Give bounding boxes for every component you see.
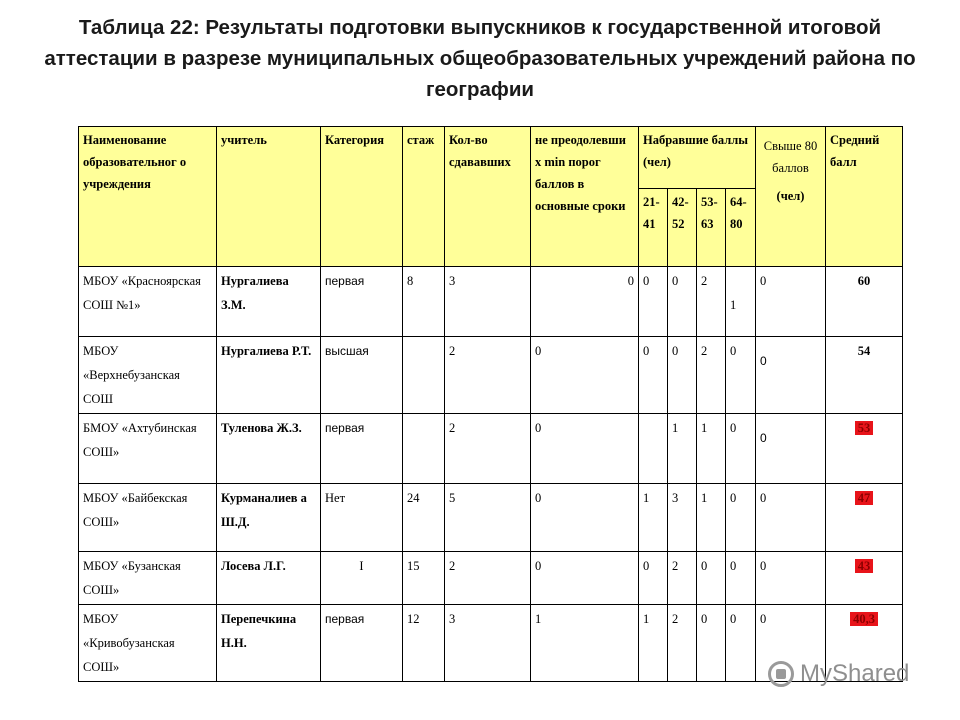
- cell-school: МБОУ «Байбекская СОШ»: [79, 484, 217, 552]
- cell-average: [826, 484, 903, 552]
- header-category: Категория: [321, 127, 403, 267]
- header-range-21-41: 21- 41: [639, 189, 668, 267]
- average-highlight: 43: [855, 559, 874, 573]
- header-range-42-52: 42- 52: [668, 189, 697, 267]
- table-row: [79, 414, 903, 484]
- header-above-80-unit: (чел): [776, 189, 805, 203]
- cell-range-3: 0: [697, 552, 726, 605]
- cell-not-passed: 0: [531, 337, 639, 414]
- header-range-53-63: 53- 63: [697, 189, 726, 267]
- header-average: Средний балл: [826, 127, 903, 267]
- cell-range-2: 0: [668, 267, 697, 337]
- cell-range-2: 3: [668, 484, 697, 552]
- cell-teacher: Курманалиев а Ш.Д.: [217, 484, 321, 552]
- cell-range-1: 0: [639, 552, 668, 605]
- results-table: [78, 126, 903, 682]
- cell-teacher: Туленова Ж.З.: [217, 414, 321, 484]
- cell-count: 2: [445, 414, 531, 484]
- cell-experience: 24: [403, 484, 445, 552]
- cell-school: МБОУ «Кривобузанская СОШ»: [79, 605, 217, 682]
- cell-above-80: [756, 414, 826, 484]
- cell-average: [826, 552, 903, 605]
- cell-not-passed: 0: [531, 552, 639, 605]
- cell-range-4: 0: [726, 552, 756, 605]
- cell-teacher: Лосева Л.Г.: [217, 552, 321, 605]
- cell-range-2: 1: [668, 414, 697, 484]
- cell-range-2: 2: [668, 552, 697, 605]
- cell-range-1: [639, 414, 668, 484]
- header-above-80: [756, 127, 826, 267]
- cell-count: 2: [445, 552, 531, 605]
- cell-count: 5: [445, 484, 531, 552]
- cell-category: первая: [321, 267, 403, 337]
- cell-average: [826, 414, 903, 484]
- cell-category: первая: [321, 605, 403, 682]
- cell-average: 60: [826, 267, 903, 337]
- average-highlight: 47: [855, 491, 874, 505]
- cell-range-4: [726, 267, 756, 337]
- header-range-64-80: 64- 80: [726, 189, 756, 267]
- cell-category: высшая: [321, 337, 403, 414]
- cell-school: БМОУ «Ахтубинская СОШ»: [79, 414, 217, 484]
- cell-above-80: 0: [756, 605, 826, 682]
- logo-icon: [768, 661, 794, 687]
- cell-teacher: Нургалиева Р.Т.: [217, 337, 321, 414]
- table-row: [79, 484, 903, 552]
- cell-not-passed: 1: [531, 605, 639, 682]
- watermark-text: MyShared: [800, 660, 910, 687]
- cell-range-3: 2: [697, 267, 726, 337]
- cell-not-passed: 0: [531, 267, 639, 337]
- cell-above-80-value: 0: [760, 354, 767, 368]
- header-above-80-label: Свыше 80 баллов: [763, 139, 818, 175]
- cell-school: МБОУ «Верхнебузанская СОШ: [79, 337, 217, 414]
- average-highlight: 53: [855, 421, 874, 435]
- cell-range-1: 1: [639, 484, 668, 552]
- table-row: [79, 552, 903, 605]
- cell-count: 3: [445, 267, 531, 337]
- cell-range-3: 0: [697, 605, 726, 682]
- cell-range-4: 0: [726, 484, 756, 552]
- cell-range-3: 1: [697, 414, 726, 484]
- cell-not-passed: 0: [531, 484, 639, 552]
- watermark-logo: [768, 656, 909, 692]
- cell-average: 54: [826, 337, 903, 414]
- cell-category: первая: [321, 414, 403, 484]
- cell-school: МБОУ «Бузанская СОШ»: [79, 552, 217, 605]
- cell-above-80-value: 0: [760, 431, 767, 445]
- cell-experience: 15: [403, 552, 445, 605]
- cell-not-passed: 0: [531, 414, 639, 484]
- page-title: Таблица 22: Результаты подготовки выпускников к государственной итоговой аттестации в разрезе муниципальных общеобразовательных учреждений района по географии: [44, 16, 916, 101]
- cell-teacher: Нургалиева З.М.: [217, 267, 321, 337]
- table-row: [79, 337, 903, 414]
- table-row: [79, 267, 903, 337]
- header-scored: Набравшие баллы (чел): [639, 127, 756, 189]
- cell-range-3: 2: [697, 337, 726, 414]
- header-teacher: учитель: [217, 127, 321, 267]
- cell-range-4: 0: [726, 414, 756, 484]
- cell-experience: [403, 337, 445, 414]
- cell-above-80: 0: [756, 484, 826, 552]
- cell-range-4-value: 1: [730, 298, 737, 312]
- cell-range-1: 0: [639, 267, 668, 337]
- cell-count: 3: [445, 605, 531, 682]
- cell-count: 2: [445, 337, 531, 414]
- header-school: Наименование образовательног о учреждения: [79, 127, 217, 267]
- cell-above-80: [756, 337, 826, 414]
- cell-teacher: Перепечкина Н.Н.: [217, 605, 321, 682]
- cell-range-3: 1: [697, 484, 726, 552]
- cell-above-80: 0: [756, 267, 826, 337]
- cell-category: Нет: [321, 484, 403, 552]
- cell-experience: 12: [403, 605, 445, 682]
- cell-range-4: 0: [726, 605, 756, 682]
- header-count: Кол-во сдававших: [445, 127, 531, 267]
- cell-range-2: 2: [668, 605, 697, 682]
- cell-experience: 8: [403, 267, 445, 337]
- cell-experience: [403, 414, 445, 484]
- cell-range-1: 0: [639, 337, 668, 414]
- cell-above-80: 0: [756, 552, 826, 605]
- cell-school: МБОУ «Красноярская СОШ №1»: [79, 267, 217, 337]
- cell-range-4: 0: [726, 337, 756, 414]
- header-experience: стаж: [403, 127, 445, 267]
- header-not-passed: не преодолевши х min порог баллов в основные сроки: [531, 127, 639, 267]
- cell-range-2: 0: [668, 337, 697, 414]
- cell-range-1: 1: [639, 605, 668, 682]
- average-highlight: 40,3: [850, 612, 878, 626]
- cell-category: I: [321, 552, 403, 605]
